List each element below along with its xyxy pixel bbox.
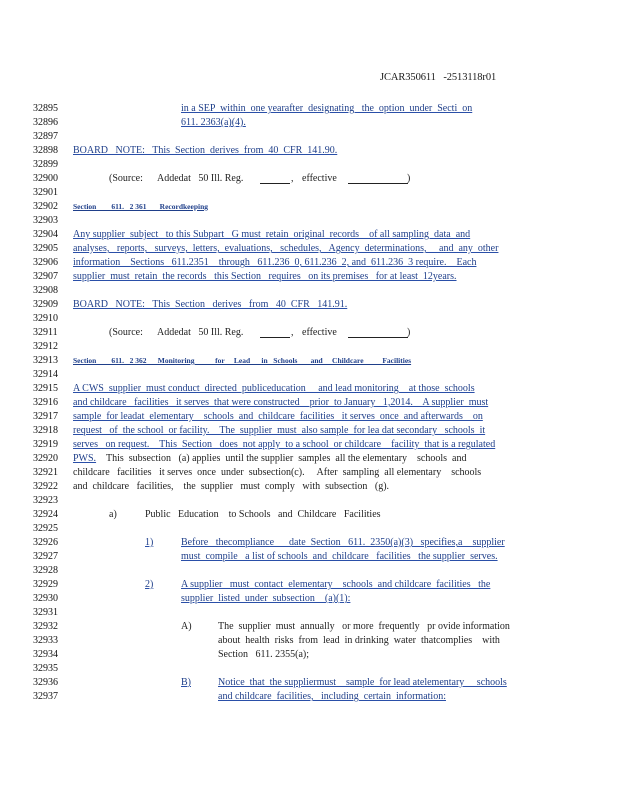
text-line: request of the school or facility. The supplier must also sample for lea dat secondary schools it [73, 425, 486, 436]
line-number: 32906 [33, 257, 58, 268]
text-line: in a SEP within one yearafter designating the option under Secti on [181, 103, 473, 114]
line-number: 32923 [33, 495, 58, 506]
text-line: Notice that the suppliermust sample for lead atelementary schools [218, 677, 507, 688]
line-number: 32933 [33, 635, 58, 646]
text-line: This subsection (a) applies until the supplier samples all the elementary schools and [106, 453, 467, 464]
line-number: 32916 [33, 397, 58, 408]
blank-reg-number [260, 337, 290, 338]
text-line: sample for leadat elementary schools and childcare facilities it serves once and afterwards on [73, 411, 483, 422]
close-paren-text: ) [407, 327, 411, 338]
line-number: 32899 [33, 159, 58, 170]
comma-text: , [291, 173, 294, 184]
line-number: 32937 [33, 691, 58, 702]
line-number: 32919 [33, 439, 58, 450]
blank-reg-number [260, 183, 290, 184]
line-number: 32911 [33, 327, 58, 338]
subsection-heading: Public Education to Schools and Childcare Facilities [145, 509, 381, 520]
text-line: Any supplier subject to this Subpart G must retain original records of all sampling data and [73, 229, 471, 240]
line-number: 32912 [33, 341, 58, 352]
text-line: A supplier must contact elementary schools and childcare facilities the [181, 579, 491, 590]
line-number: 32917 [33, 411, 58, 422]
line-number: 32915 [33, 383, 58, 394]
line-number: 32908 [33, 285, 58, 296]
text-line: and childcare facilities it serves that were constructed prior to January 1,2014. A supplier must [73, 397, 489, 408]
line-number: 32920 [33, 453, 58, 464]
text-line: The supplier must annually or more frequently pr ovide information [218, 621, 510, 632]
text-line: serves on request. This Section does not apply to a school or childcare facility that is a regulated [73, 439, 496, 450]
line-number: 32934 [33, 649, 58, 660]
line-number: 32902 [33, 201, 58, 212]
line-number: 32929 [33, 579, 58, 590]
line-number: 32925 [33, 523, 58, 534]
line-number: 32935 [33, 663, 58, 674]
text-line: childcare facilities it serves once under subsection(c). After sampling all elementary schools [73, 467, 482, 478]
comma-text: , [291, 327, 294, 338]
line-number: 32898 [33, 145, 58, 156]
line-number: 32921 [33, 467, 58, 478]
source-label: (Source: [109, 327, 143, 338]
item-marker: B) [181, 677, 191, 688]
text-line: must compile a list of schools and childcare facilities the supplier serves. [181, 551, 498, 562]
text-line: information Sections 611.2351 through 611.236 0, 611.236 2, and 611.236 3 require. Each [73, 257, 477, 268]
line-number: 32896 [33, 117, 58, 128]
item-marker: A) [181, 621, 192, 632]
subsection-marker: a) [109, 509, 117, 520]
line-number: 32904 [33, 229, 58, 240]
text-line: A CWS supplier must conduct directed publiceducation and lead monitoring at those schools [73, 383, 475, 394]
line-number: 32895 [33, 103, 58, 114]
text-line: analyses, reports, surveys, letters, evaluations, schedules, Agency determinations, and any other [73, 243, 499, 254]
source-effective: effective [302, 173, 337, 184]
line-number: 32909 [33, 299, 58, 310]
blank-effective-date [348, 183, 408, 184]
line-number: 32913 [33, 355, 58, 366]
line-number: 32905 [33, 243, 58, 254]
line-number: 32900 [33, 173, 58, 184]
line-number: 32922 [33, 481, 58, 492]
text-line: about health risks from lead in drinking water thatcomplies with [218, 635, 500, 646]
line-number: 32897 [33, 131, 58, 142]
item-marker: 1) [145, 537, 154, 548]
text-line: and childcare facilities, the supplier must comply with subsection (g). [73, 481, 390, 492]
line-number: 32914 [33, 369, 58, 380]
item-marker: 2) [145, 579, 154, 590]
line-number: 32926 [33, 537, 58, 548]
line-number: 32918 [33, 425, 58, 436]
text-line: supplier must retain the records this Section requires on its premises for at least 12years. [73, 271, 457, 282]
line-number: 32924 [33, 509, 58, 520]
text-line: PWS. [73, 453, 97, 464]
close-paren-text: ) [407, 173, 411, 184]
section-heading-monitoring: Section 611. 2 362 Monitoring for Lead in Schools and Childcare Facilities [73, 356, 412, 365]
section-heading-recordkeeping: Section 611. 2 361 Recordkeeping [73, 202, 208, 211]
line-number: 32932 [33, 621, 58, 632]
board-note: BOARD NOTE: This Section derives from 40 CFR 141.90. [73, 145, 338, 156]
text-line: 611. 2363(a)(4). [181, 117, 246, 128]
blank-effective-date [348, 337, 408, 338]
line-number: 32910 [33, 313, 58, 324]
source-added: Addedat 50 Ill. Reg. [157, 173, 244, 184]
source-effective: effective [302, 327, 337, 338]
line-number: 32931 [33, 607, 58, 618]
line-number: 32928 [33, 565, 58, 576]
board-note: BOARD NOTE: This Section derives from 40 CFR 141.91. [73, 299, 348, 310]
line-number: 32936 [33, 677, 58, 688]
text-line: Before thecompliance date Section 611. 2350(a)(3) specifies,a supplier [181, 537, 505, 548]
line-number: 32907 [33, 271, 58, 282]
source-label: (Source: [109, 173, 143, 184]
document-header-id: JCAR350611 -2513118r01 [380, 72, 497, 83]
source-added: Addedat 50 Ill. Reg. [157, 327, 244, 338]
line-number: 32930 [33, 593, 58, 604]
text-line: supplier listed under subsection (a)(1): [181, 593, 351, 604]
line-number: 32903 [33, 215, 58, 226]
text-line: and childcare facilities, including certain information: [218, 691, 446, 702]
line-number: 32901 [33, 187, 58, 198]
line-number: 32927 [33, 551, 58, 562]
text-line: Section 611. 2355(a); [218, 649, 310, 660]
